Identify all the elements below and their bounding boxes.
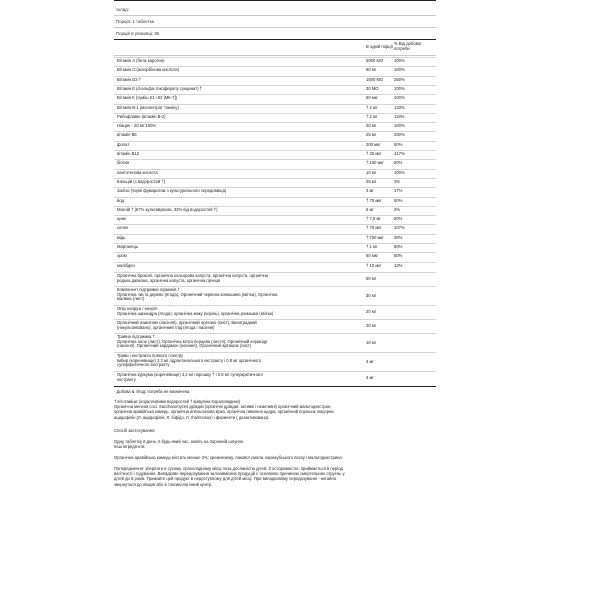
nutrient-amount: 30 МО: [366, 85, 379, 91]
note-line: ацидофілін (Л. ацидофілін, Л. біфідо, Л. rhamnosus) і ферменти ( дезактивовано).: [114, 414, 270, 420]
nutrient-dv: 50%: [394, 141, 403, 147]
nutrient-amount: 80 мкг: [366, 95, 379, 101]
blend-line: Компонент підтримки гормонів †: [117, 286, 180, 292]
nutrient-dv: 133%: [394, 104, 405, 110]
nutrient-dv: 3%: [394, 178, 401, 184]
nutrient-amount: † 75 мкг: [366, 225, 382, 231]
nutrient-dv: 50%: [394, 197, 403, 203]
nutrient-name: пантотенова кислота: [117, 169, 158, 175]
blend-line: Органічна броколі, органічна кольорова капуста, органічна капуста, органічна: [117, 272, 269, 278]
dv-column-header: [394, 41, 421, 51]
nutrient-name: вітамін В6: [117, 132, 137, 138]
nutrient-amount: † 150 мкг: [366, 160, 384, 166]
blend-description: [117, 288, 362, 302]
nutrient-name: Кальцій (з водоростей †): [117, 178, 166, 184]
nutrient-name: Ніацин - 20 мг 100%: [117, 123, 157, 129]
method-title: Спосіб застосування:: [114, 427, 156, 433]
nutrient-name: молібден: [117, 262, 135, 268]
nutrient-dv: 50%: [394, 216, 403, 222]
nutrient-amount: 25 мг: [366, 178, 377, 184]
blend-line: Імбир (кореневище) 3,2 мг гідроетанольного екстракту і 0,8 мг органічного: [117, 357, 262, 363]
blend-amount: 4 мг: [366, 375, 374, 381]
divider: [114, 15, 436, 16]
nutrient-name: вітамін В12: [117, 151, 140, 156]
thick-divider: [114, 386, 436, 387]
top-rule: [114, 0, 436, 1]
note-line: † вітотаміни: (коралловими водоростей † кіавуліна Кораловидних): [114, 398, 241, 404]
blend-amount: 20 мг: [366, 309, 377, 315]
dv-header-line: потреби: [394, 46, 410, 51]
usage-section: [114, 428, 444, 487]
nutrient-name: Вітамін К (суміш К1 і К2 [МК-7]): [117, 95, 178, 101]
nutrient-name: Вітамін В-1 (мононітрат тіаміну): [117, 104, 179, 110]
warning-line: вагітності і годування. Випадкове передозування залізовмісних продуцій є основною причиною смертельних отруєнь у: [114, 470, 345, 476]
composition-label: склад:: [116, 7, 129, 12]
blend-row: [114, 272, 436, 287]
blend-amount: 10 мг: [366, 339, 377, 345]
nutrient-dv: 17%: [394, 188, 403, 194]
nutrient-name: йод: [117, 197, 125, 203]
footnote: - Добова & ітіtuд: потреба не визначена.: [114, 388, 191, 394]
nutrient-dv: 100%: [394, 85, 405, 91]
blend-amount: 20 мг: [366, 323, 377, 329]
blend-description: [117, 354, 362, 368]
nutrient-name: Залізо (чорні фумаратом з культурального середовища): [117, 188, 227, 194]
blend-row: [114, 305, 436, 320]
warning-line: дітей до 6 років. Тримайте цей продукт в недоступному для дітей місці. При випадковому передозуванні - негайно: [114, 476, 337, 482]
blend-line: Органічний пажитник (насіння), органічний орегано (лист), Виноградний: [117, 319, 257, 325]
nutrient-name: хром: [117, 253, 127, 259]
amount-column-header: В одній порції: [366, 44, 393, 49]
serving-size: Порція: 1 таблетка: [116, 19, 155, 24]
nutrient-dv: 2%: [394, 206, 401, 212]
blend-line: Трави і екстракти повного спектру: [117, 352, 184, 358]
blend-amount: 4 мг: [366, 358, 374, 364]
blend-amount: 30 мг: [366, 292, 377, 298]
blend-row: [114, 319, 436, 334]
blend-line: суперкритичного екстракту: [117, 362, 170, 368]
nutrient-amount: 25 мг: [366, 132, 377, 138]
nutrient-amount: 6 мг: [366, 206, 374, 212]
blend-description: [117, 274, 362, 284]
nutrient-name: біотин: [117, 160, 130, 166]
divider: [114, 27, 436, 28]
nutrient-amount: † 10 мкг: [366, 262, 382, 268]
nutrient-amount: 20 мг: [366, 123, 377, 129]
nutrient-amount: † 1 мг: [366, 244, 378, 249]
blend-line: Травна підтримка †: [117, 333, 155, 339]
nutrient-dv: 100%: [394, 169, 405, 175]
nutrient-amount: † 75 мкг: [366, 197, 382, 203]
dv-header-line: % Від добової: [394, 41, 422, 46]
nutrient-name: Вітамін С (аскорбінова кислота): [117, 67, 179, 73]
nutrient-name: Марганець: [117, 244, 139, 249]
blend-line: (насіння), Органічний кардамон (насіння), Органічний артишок (лист): [117, 343, 252, 349]
nutrient-name: цинк: [117, 216, 126, 222]
nutrient-name: Рибофлавін (вітамін В-2): [117, 113, 166, 119]
nutrient-dv: 50%: [394, 244, 403, 249]
nutrient-amount: † 25 мкг: [366, 151, 382, 156]
other-ingredients-notes: [114, 399, 436, 420]
nutrient-name: фолат: [117, 141, 130, 147]
method-text: Одну таблетку в день, в будь-який час, навіть на порожній шлунок.: [114, 438, 244, 444]
nutrient-amount: 3 мг: [366, 188, 374, 194]
blend-line: Органічна алое (лист), Органічна м'ята перцева (листя), Органічний коріандр: [117, 338, 268, 344]
blend-line: Опір напрузі / енергії: [117, 305, 158, 311]
blend-description: [117, 373, 362, 383]
nutrient-amount: † 2 мг: [366, 113, 378, 119]
thick-divider: [114, 39, 436, 40]
nutrient-name: Вітамін Е (d-альфа-токоферолу сукцинат) †: [117, 85, 202, 91]
blend-amount: 50 мг: [366, 276, 377, 282]
nutrient-dv: 100%: [394, 58, 405, 63]
blend-line: Органічна чиста дерево (ягода), Органічний червона конюшина (квітка), Органічна: [117, 291, 278, 297]
blend-line: Органічна шизандра (ягода), органічна маку (корінь), органічна ромашка (квітка): [117, 310, 274, 316]
nutrient-amount: 5000 МО: [366, 58, 384, 63]
nutrient-name: Магній † (67% культивували, 33% від водоростей †): [117, 206, 218, 212]
nutrient-dv: 250%: [394, 76, 405, 82]
nutrient-amount: † 2 мг: [366, 104, 378, 110]
nutrient-name: Вітамін А (бета-каротин): [117, 58, 165, 63]
nutrient-dv: 13%: [394, 262, 403, 268]
nutrient-name: Вітамін D3 †: [117, 76, 142, 82]
divider: [114, 55, 436, 56]
nutrient-dv: 50%: [394, 253, 403, 259]
blend-row: [114, 286, 436, 306]
nutrient-amount: 60 мкг: [366, 253, 379, 259]
nutrient-dv: 250%: [394, 132, 405, 138]
warning-line: Попередження: зберігати в сухому, прохолодному місці поза досяжністю дітей. З осторожністю: приймається в період: [114, 465, 343, 471]
servings-per-container: Порцій в упаковці: 96: [116, 31, 160, 36]
nutrient-amount: 10 мг: [366, 169, 377, 175]
warning-line: звернутися до лікаря або в токсикологічний центр.: [114, 481, 213, 487]
blend-description: [117, 307, 362, 317]
blend-row: [114, 371, 436, 386]
blend-row: [114, 333, 436, 353]
nutrient-dv: 38%: [394, 234, 403, 240]
nutrient-dv: 100%: [394, 67, 405, 73]
nutrient-amount: 1000 МО: [366, 76, 384, 82]
nutrient-row: [114, 262, 436, 272]
blend-row: [114, 352, 436, 372]
nutrient-name: селен: [117, 225, 129, 231]
nutrient-dv: 100%: [394, 123, 405, 129]
nutrient-dv: 107%: [394, 225, 405, 231]
blend-line: екстракту: [117, 376, 136, 382]
note-line: Органічна мелена сосі, Saccharomyces дріжджі (органічні дріжджі: активні і неактивні) органічний мальтодекстрин,: [114, 404, 332, 410]
nutrient-amount: 60 мг: [366, 67, 377, 73]
blend-line: редька дайкона, органічна капуста, органічна гірчиця: [117, 277, 221, 283]
blend-line: (некультивовано), органічний глід (ягода і насіння): [117, 324, 215, 330]
nutrient-name: мідь: [117, 234, 126, 240]
nutrient-dv: 417%: [394, 151, 405, 156]
nutrient-amount: † 7,5 мг: [366, 216, 381, 222]
blend-description: [117, 335, 362, 349]
blend-line: малина (лист): [117, 296, 145, 302]
nutrient-amount: † 750 мкг: [366, 234, 384, 240]
note-line: органічна аравійська камедь, органічна апельсинова кірка, органічна лимонна цедра, органічний порошок люцерни,: [114, 409, 335, 415]
blend-line: Органічна куркума (кореневище) 3,2 мг порошку † і 0,8 мг суперкритичного: [117, 371, 263, 377]
nutrient-dv: 100%: [394, 95, 405, 101]
blend-description: [117, 321, 362, 331]
ingredients-title: Інші інгредієнти:: [114, 443, 146, 449]
ingredients-text: Органічна аравійська камедь містить менше 2%: кремнезему, лакової смоли, карнаубського воску і мальтодекстрина.: [114, 454, 343, 460]
nutrient-dv: 50%: [394, 160, 403, 166]
nutrient-amount: 200 мкг: [366, 141, 381, 147]
nutrient-dv: 118%: [394, 113, 405, 119]
